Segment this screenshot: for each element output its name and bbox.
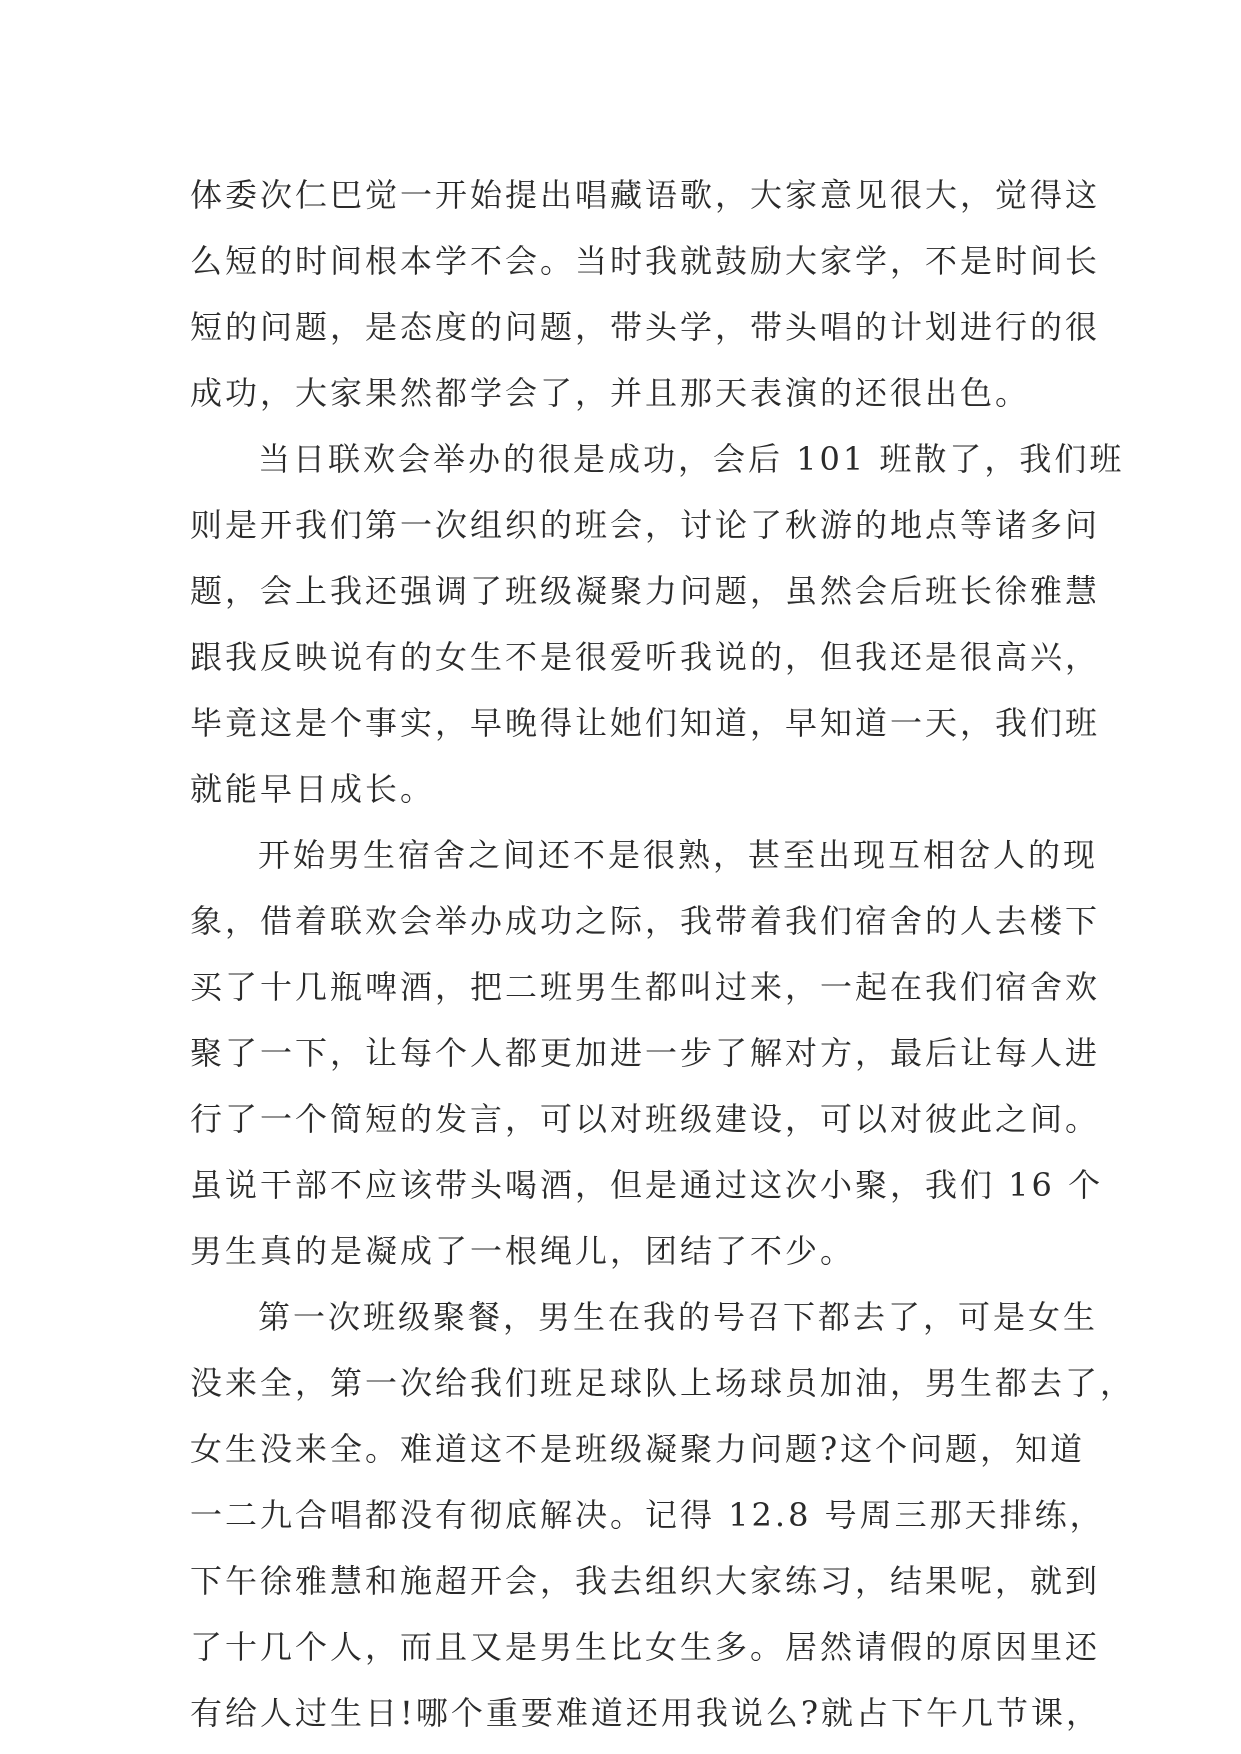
text-line: 么短的时间根本学不会。当时我就鼓励大家学，不是时间长 bbox=[190, 242, 1101, 280]
text-line: 虽说干部不应该带头喝酒，但是通过这次小聚，我们 16 个 bbox=[190, 1166, 1104, 1204]
text-line: 当日联欢会举办的很是成功，会后 101 班散了，我们班 bbox=[258, 440, 1125, 478]
paragraph-4 bbox=[190, 1284, 1136, 1746]
text-line: 毕竟这是个事实，早晚得让她们知道，早知道一天，我们班 bbox=[190, 704, 1101, 742]
text-line: 体委次仁巴觉一开始提出唱藏语歌，大家意见很大，觉得这 bbox=[190, 176, 1101, 214]
paragraph-1 bbox=[190, 162, 1101, 426]
text-line: 行了一个简短的发言，可以对班级建设，可以对彼此之间。 bbox=[190, 1100, 1101, 1138]
text-line: 就能早日成长。 bbox=[190, 770, 436, 808]
paragraph-3 bbox=[190, 822, 1104, 1284]
text-line: 跟我反映说有的女生不是很爱听我说的，但我还是很高兴， bbox=[190, 638, 1101, 676]
text-line: 有给人过生日!哪个重要难道还用我说么?就占下午几节课， bbox=[190, 1694, 1102, 1732]
text-line: 买了十几瓶啤酒，把二班男生都叫过来，一起在我们宿舍欢 bbox=[190, 968, 1101, 1006]
text-line: 则是开我们第一次组织的班会，讨论了秋游的地点等诸多问 bbox=[190, 506, 1101, 544]
text-line: 男生真的是凝成了一根绳儿，团结了不少。 bbox=[190, 1232, 856, 1270]
text-line: 下午徐雅慧和施超开会，我去组织大家练习，结果呢，就到 bbox=[190, 1562, 1101, 1600]
text-line: 聚了一下，让每个人都更加进一步了解对方，最后让每人进 bbox=[190, 1034, 1101, 1072]
text-line: 第一次班级聚餐，男生在我的号召下都去了，可是女生 bbox=[258, 1298, 1099, 1336]
document-body bbox=[190, 162, 1136, 1746]
text-line: 成功，大家果然都学会了，并且那天表演的还很出色。 bbox=[190, 374, 1031, 412]
text-line: 一二九合唱都没有彻底解决。记得 12.8 号周三那天排练， bbox=[190, 1496, 1105, 1534]
text-line: 短的问题，是态度的问题，带头学，带头唱的计划进行的很 bbox=[190, 308, 1101, 346]
text-line: 题，会上我还强调了班级凝聚力问题，虽然会后班长徐雅慧 bbox=[190, 572, 1101, 610]
paragraph-2 bbox=[190, 426, 1125, 822]
text-line: 象，借着联欢会举办成功之际，我带着我们宿舍的人去楼下 bbox=[190, 902, 1101, 940]
text-line: 女生没来全。难道这不是班级凝聚力问题?这个问题，知道 bbox=[190, 1430, 1086, 1468]
text-line: 开始男生宿舍之间还不是很熟，甚至出现互相岔人的现 bbox=[258, 836, 1099, 874]
text-line: 没来全，第一次给我们班足球队上场球员加油，男生都去了， bbox=[190, 1364, 1136, 1402]
text-line: 了十几个人，而且又是男生比女生多。居然请假的原因里还 bbox=[190, 1628, 1101, 1666]
